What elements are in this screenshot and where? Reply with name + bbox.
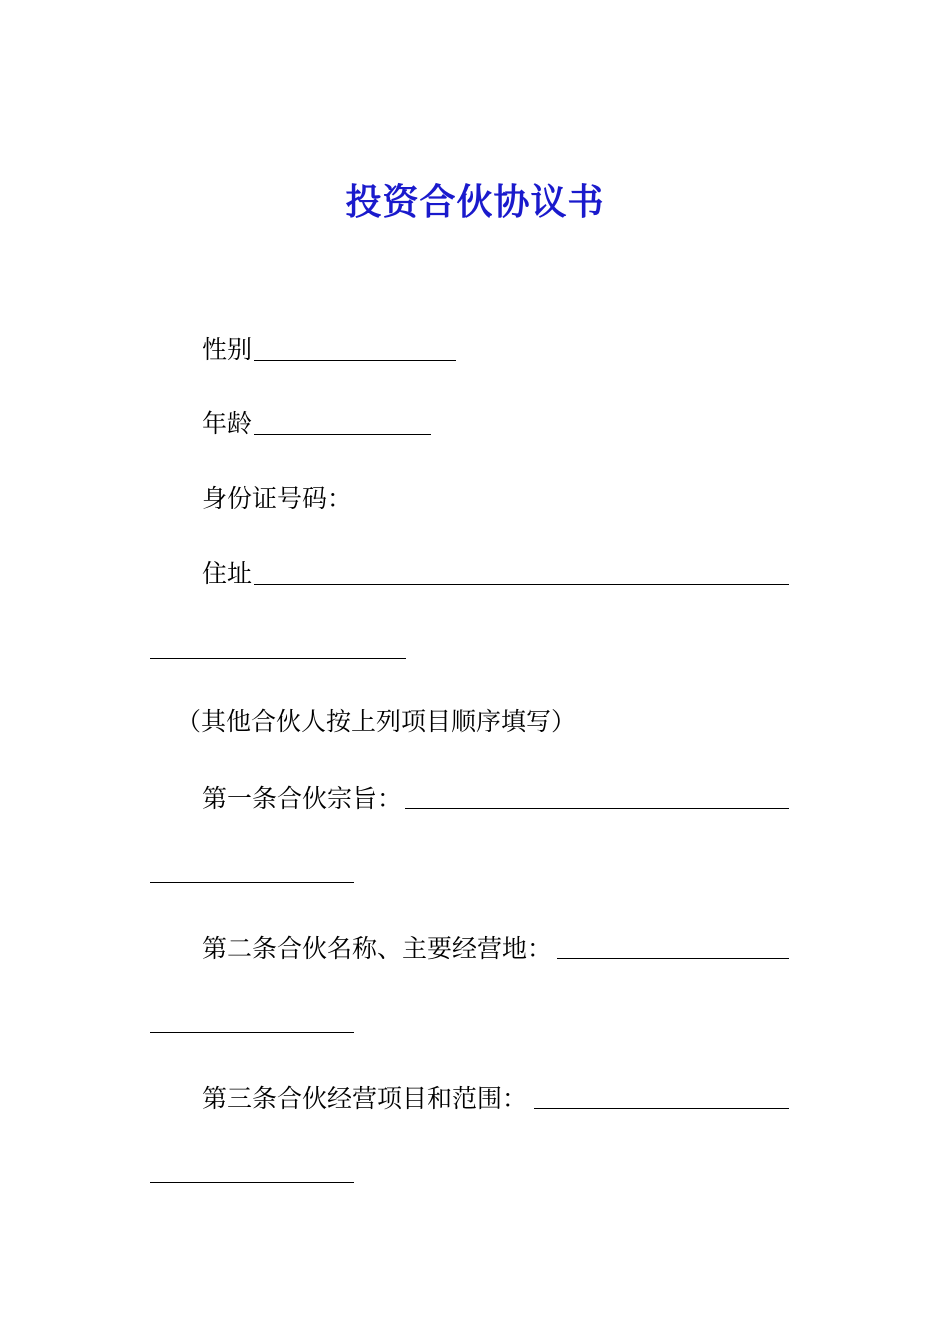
- article-first-field-continued[interactable]: [150, 882, 354, 883]
- gender-field[interactable]: [254, 360, 456, 361]
- age-field[interactable]: [254, 434, 431, 435]
- address-field-continued[interactable]: [150, 658, 406, 659]
- partner-note: （其他合伙人按上列项目顺序填写）: [176, 707, 577, 736]
- article-second-label: 第二条合伙名称、主要经营地：: [202, 934, 553, 963]
- article-third-field-continued[interactable]: [150, 1182, 354, 1183]
- article-first-label: 第一条合伙宗旨：: [202, 784, 403, 813]
- age-label: 年龄: [202, 409, 253, 438]
- document-title: 投资合伙协议书: [345, 181, 605, 223]
- gender-label: 性别: [202, 335, 253, 364]
- address-label: 住址: [202, 559, 253, 588]
- address-field[interactable]: [254, 584, 789, 585]
- id-number-label: 身份证号码：: [202, 484, 353, 513]
- article-second-field[interactable]: [557, 958, 789, 959]
- article-first-field[interactable]: [405, 808, 789, 809]
- article-third-field[interactable]: [534, 1108, 789, 1109]
- article-third-label: 第三条合伙经营项目和范围：: [202, 1084, 528, 1113]
- article-second-field-continued[interactable]: [150, 1032, 354, 1033]
